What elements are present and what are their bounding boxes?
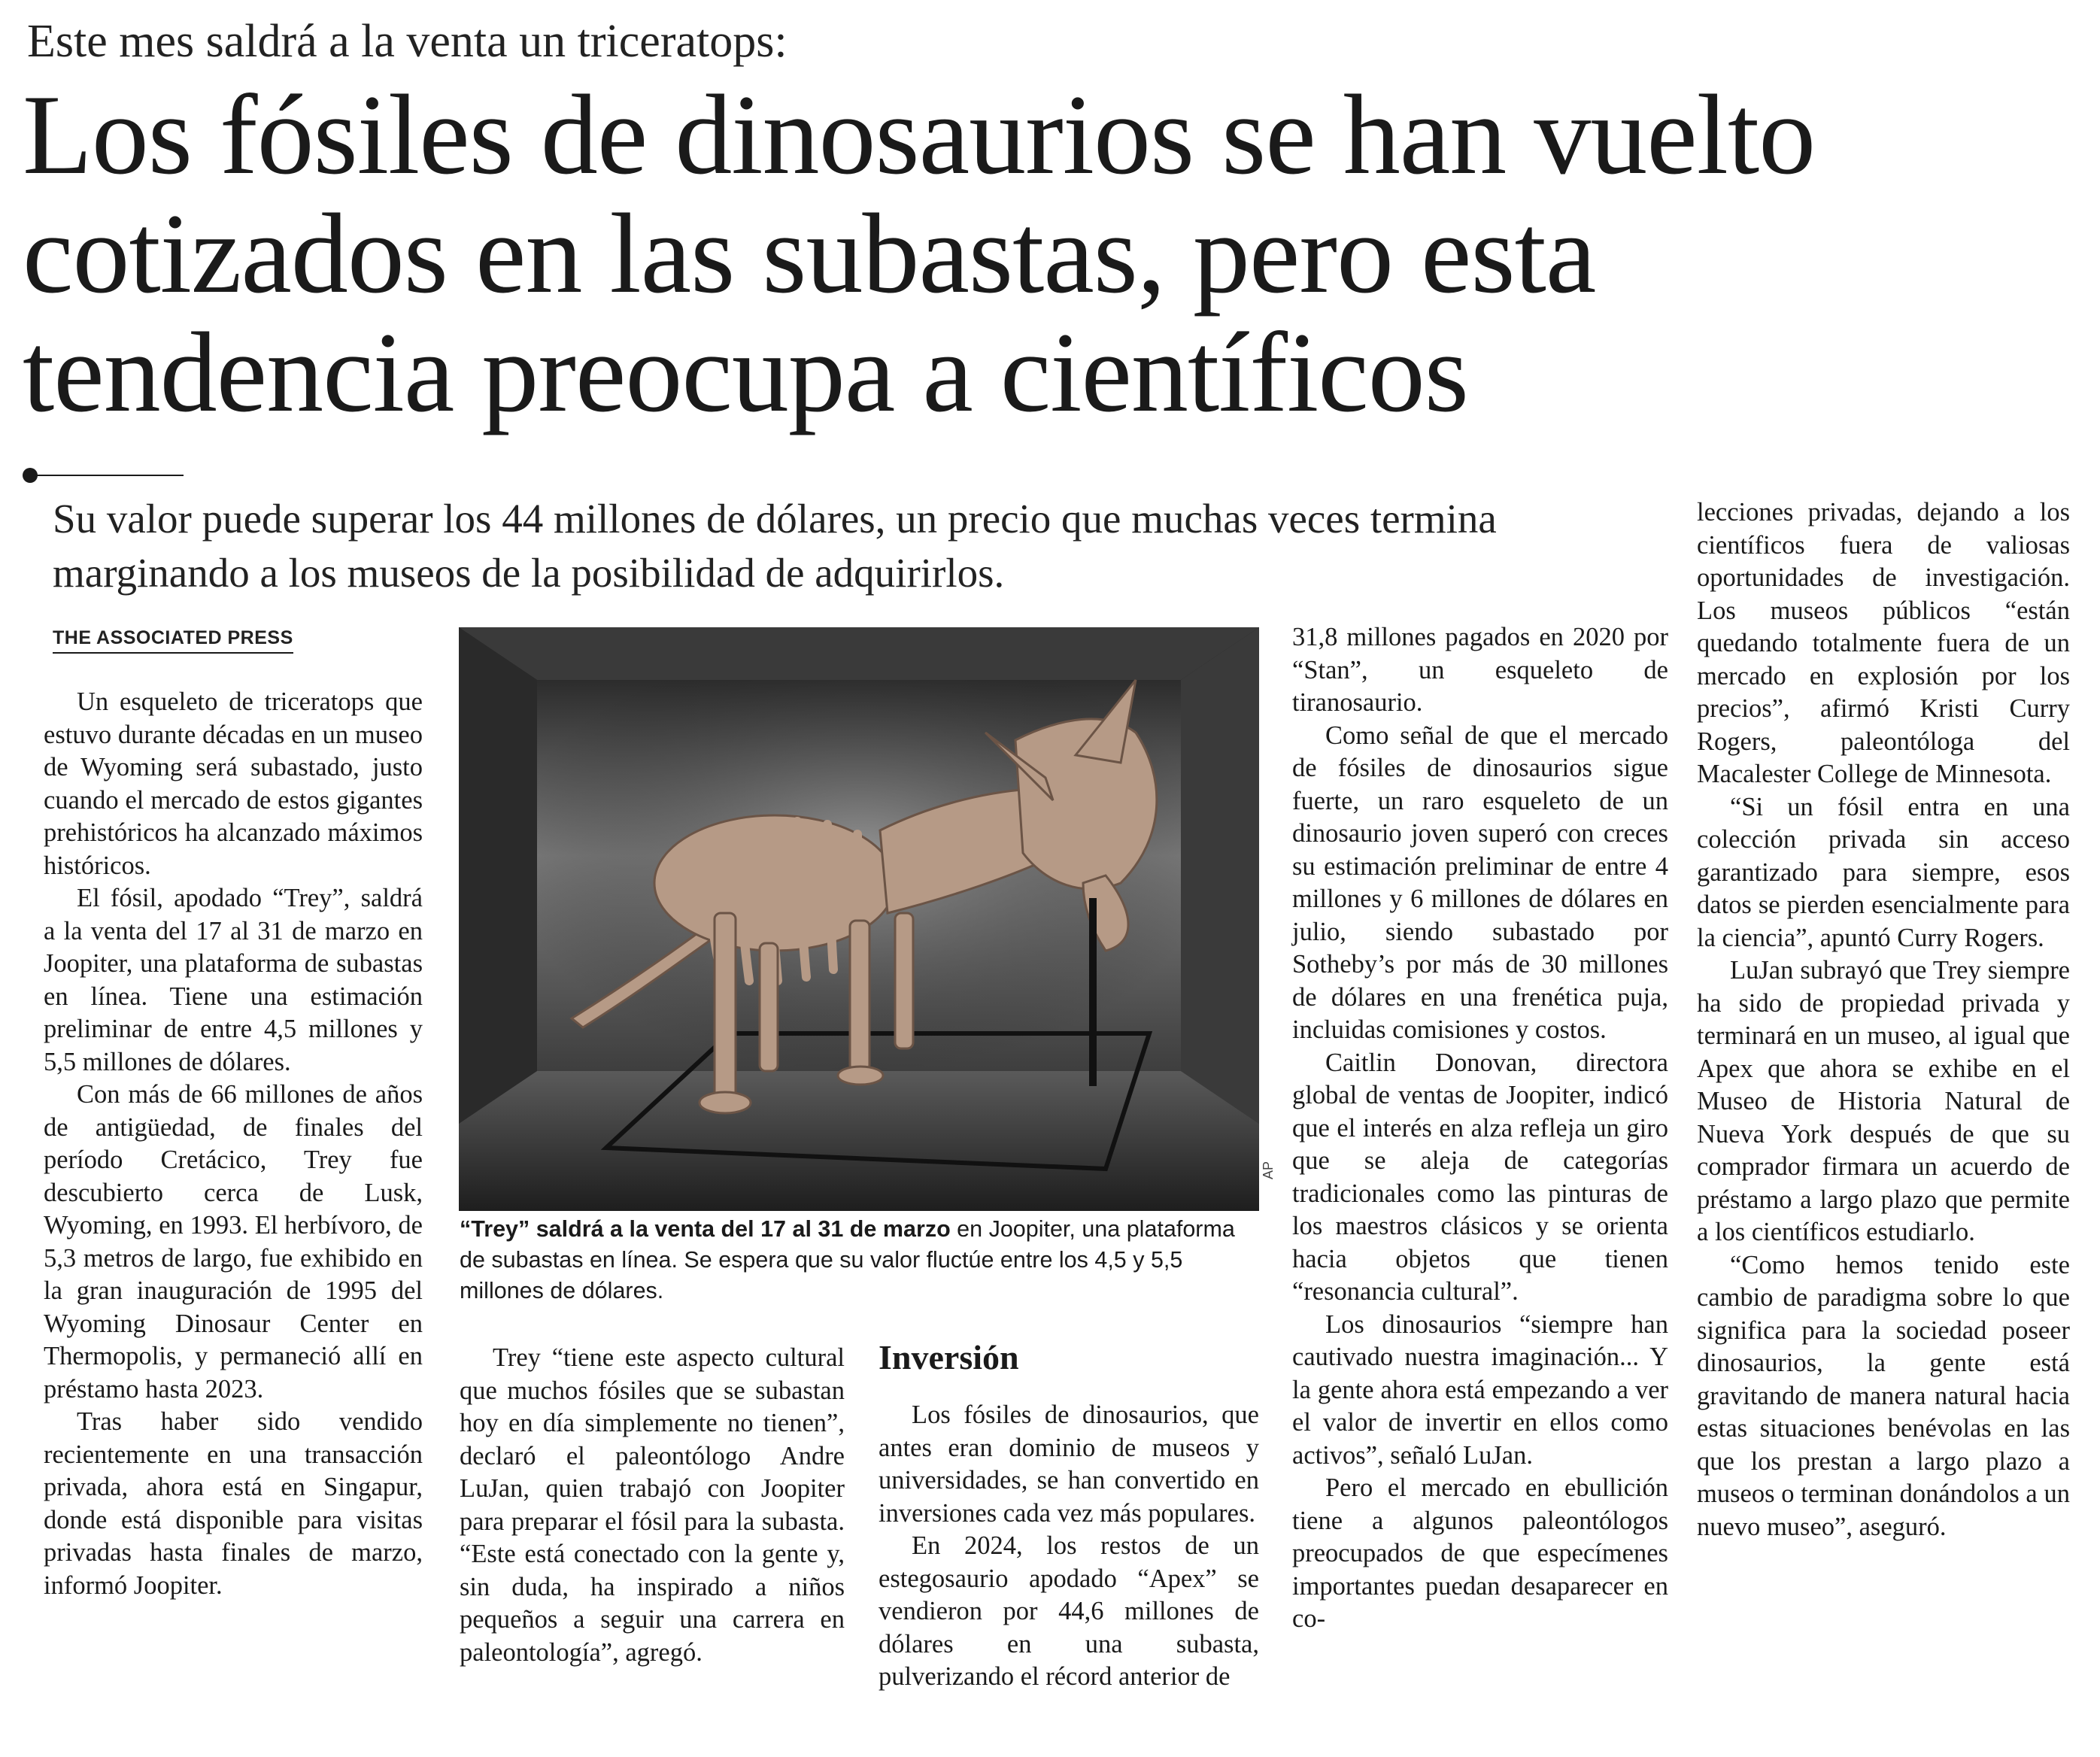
body-column-4 xyxy=(1292,621,1668,1636)
subhead: Su valor puede superar los 44 millones de dólares, un precio que muchas veces termina marginando a los museos de la posibilidad de adquirirlos. xyxy=(53,496,1497,596)
paragraph: Trey “tiene este aspecto cultural que muchos fósiles que se subastan hoy en día simplemente no tienen”, declaró el paleontólogo Andre LuJan, quien trabajó con Joopiter para preparar el fósil para la subasta. “Este está conectado con la gente y, sin duda, ha inspirado a niños pequeños a seguir una carrera en paleontología”, agregó. xyxy=(460,1343,845,1667)
paragraph: LuJan subrayó que Trey siempre ha sido de propiedad privada y terminará en un museo, al igual que Apex que ahora se exhibe en el Museo de Historia Natural de Nueva York después de que su comprador firmara un acuerdo de préstamo a largo plazo que permite a los científicos estudiarlo. xyxy=(1697,956,2070,1246)
body-column-5 xyxy=(1697,496,2070,1543)
paragraph: Los dinosaurios “siempre han cautivado nuestra imaginación... Y la gente ahora está empezando a ver el valor de invertir en ellos como activos”, señaló LuJan. xyxy=(1292,1309,1668,1470)
paragraph: lecciones privadas, dejando a los científicos fuera de valiosas oportunidades de investigación. Los museos públicos “están quedando totalmente fuera de un mercado en explosión por los precios”, afirmó Kristi Curry Rogers, paleontóloga del Macalester College de Minnesota. xyxy=(1697,498,2070,788)
paragraph: “Si un fósil entra en una colección privada sin acceso garantizado para siempre, esos datos se pierden esencialmente para la ciencia”, apuntó Curry Rogers. xyxy=(1697,792,2070,952)
body-column-3 xyxy=(879,1399,1259,1694)
caption-text: en Joopiter, una plataforma de subastas en línea. Se espera que su valor fluctúe entre los 4,5 y 5,5 millones de dólares. xyxy=(460,1216,1235,1303)
paragraph: Con más de 66 millones de años de antigüedad, de finales del período Cretácico, Trey fue descubierto cerca de Lusk, Wyoming, en 1993. El herbívoro, de 5,3 metros de largo, fue exhibido en la gran inauguración de 1995 del Wyoming Dinosaur Center en Thermopolis, y permaneció allí en préstamo hasta 2023. xyxy=(44,1080,423,1403)
photo xyxy=(459,627,1259,1211)
caption-bold: “Trey” saldrá a la venta del 17 al 31 de marzo xyxy=(460,1216,951,1242)
headline: Los fósiles de dinosaurios se han vuelto cotizados en las subastas, pero esta tendencia preocupa a científicos xyxy=(23,71,1816,435)
paragraph: Un esqueleto de triceratops que estuvo durante décadas en un museo de Wyoming será subastado, justo cuando el mercado de estos gigantes prehistóricos ha alcanzado máximos históricos. xyxy=(44,687,423,880)
byline: THE ASSOCIATED PRESS xyxy=(53,627,293,654)
paragraph: Caitlin Donovan, directora global de ventas de Joopiter, indicó que el interés en alza refleja un giro que se aleja de categorías tradicionales como las pinturas de los maestros clásicos y se orienta hacia objetos que tienen “resonancia cultural”. xyxy=(1292,1048,1668,1306)
body-column-1 xyxy=(44,686,423,1602)
rule-line xyxy=(33,475,184,476)
photo-caption xyxy=(460,1214,1260,1306)
paragraph: “Como hemos tenido este cambio de paradigma sobre lo que significa para la sociedad poseer dinosaurios, la gente está gravitando de manera natural hacia estas situaciones benévolas en las que los prestan a largo plazo a museos o terminan donándolos a un nuevo museo”, aseguró. xyxy=(1697,1250,2070,1541)
paragraph: Los fósiles de dinosaurios, que antes eran dominio de museos y universidades, se han convertido en inversiones cada vez más populares. xyxy=(879,1400,1259,1528)
kicker: Este mes saldrá a la venta un triceratops: xyxy=(27,16,788,67)
paragraph: Como señal de que el mercado de fósiles de dinosaurios sigue fuerte, un raro esqueleto de un dinosaurio joven superó con creces su estimación preliminar de entre 4 millones y 6 millones de dólares en julio, siendo subastado por Sotheby’s por más de 30 millones de dólares en una frenética puja, incluidas comisiones y costos. xyxy=(1292,721,1668,1044)
body-column-2 xyxy=(460,1342,845,1669)
section-head: Inversión xyxy=(879,1338,1019,1376)
photo-credit: AP xyxy=(1261,1161,1276,1179)
triceratops-skeleton-photo xyxy=(459,627,1259,1211)
paragraph: Pero el mercado en ebullición tiene a algunos paleontólogos preocupados de que especímenes importantes puedan desaparecer en co- xyxy=(1292,1473,1668,1633)
paragraph: En 2024, los restos de un estegosaurio apodado “Apex” se vendieron por 44,6 millones de dólares en una subasta, pulverizando el récord anterior de xyxy=(879,1531,1259,1691)
paragraph: 31,8 millones pagados en 2020 por “Stan”, un esqueleto de tiranosaurio. xyxy=(1292,623,1668,717)
paragraph: El fósil, apodado “Trey”, saldrá a la venta del 17 al 31 de marzo en Joopiter, una plataforma de subastas en línea. Tiene una estimación preliminar de entre 4,5 millones y 5,5 millones de dólares. xyxy=(44,884,423,1076)
paragraph: Tras haber sido vendido recientemente en una transacción privada, ahora está en Singapur, donde está disponible para visitas privadas hasta finales de marzo, informó Joopiter. xyxy=(44,1407,423,1600)
